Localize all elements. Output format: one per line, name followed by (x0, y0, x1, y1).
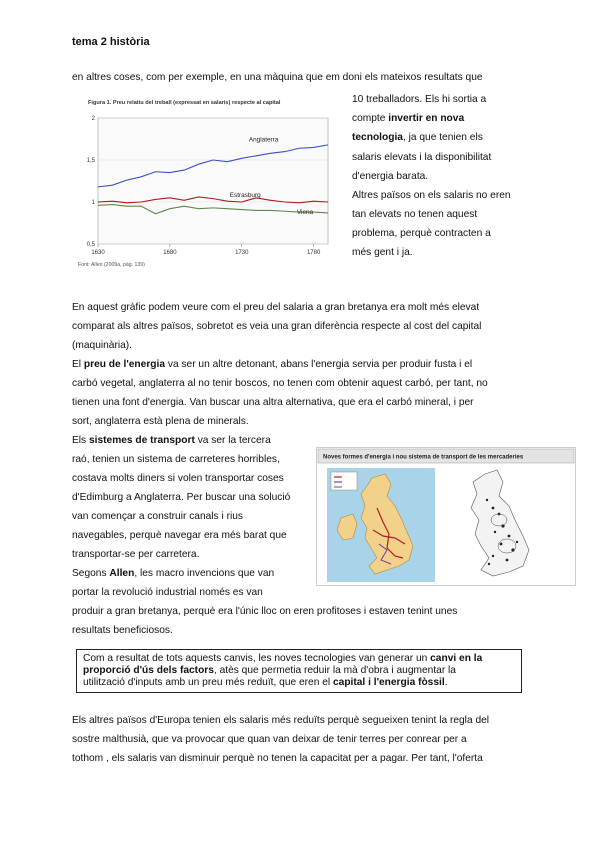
right-line-3: tecnologia, ja que tenien els (352, 132, 483, 143)
map-figure-title: Noves formes d'energia i nou sistema de transport de les mercaderies (323, 454, 524, 461)
chart-series-label: Viena (296, 208, 314, 216)
right-line-2: compte invertir en nova (352, 113, 465, 124)
p4-line-2: raó, tenien un sistema de carreteres horribles, (72, 454, 280, 465)
chart-source: Font: Allen (2009a, pàg. 139) (78, 262, 145, 268)
p4-line-7: transportar-se per carretera. (72, 549, 200, 560)
chart-xtick-label: 1730 (235, 250, 249, 256)
chart-xtick-label: 1630 (91, 250, 105, 256)
p4-line-11: resultats beneficiosos. (72, 625, 173, 636)
p4-line-10: produir a gran bretanya, perquè era l'únic lloc on eren profitoses i estaven tenint unes (72, 606, 458, 617)
p2-line-3: (maquinària). (72, 340, 133, 351)
p4-line-5: van començar a construir canals i rius (72, 511, 243, 522)
p2-line-2: comparat als altres països, sobretot es veia una gran diferència respecte al cost del capital (72, 321, 482, 332)
p5-line-2: sostre malthusià, que va provocar que quan van deixar de tenir terres per conrear per a (72, 734, 467, 745)
chart-series-label: Anglaterra (248, 136, 279, 144)
p5-line-3: tothom , els salaris van disminuir perquè no tenen la capacitat per a pagar. Per tant, l'oferta (72, 753, 483, 764)
p4-line-4: d'Edimburg a Anglaterra. Per buscar una solució (72, 492, 291, 503)
box-line-1: Com a resultat de tots aquests canvis, les noves tecnologies van generar un canvi en la (83, 653, 483, 664)
chart-xtick-label: 1780 (306, 250, 321, 256)
wage-chart (76, 96, 334, 268)
map-figure-graphic (317, 448, 575, 585)
right-line-6: Altres països on els salaris no eren (352, 190, 511, 201)
p4-line-1: Els sistemes de transport va ser la tercera (72, 435, 271, 446)
p3-line-1: El preu de l'energia va ser un altre detonant, abans l'energia servia per produir fusta i el (72, 359, 473, 370)
p3-line-2: carbó vegetal, anglaterra al no tenir boscos, no tenen com obtenir aquest carbó, per tant, no (72, 378, 488, 389)
p2-line-1: En aquest gràfic podem veure com el preu del salaria a gran bretanya era molt més elevat (72, 302, 480, 313)
right-line-8: problema, perquè contracten a (352, 228, 491, 239)
chart-plot-area (98, 118, 328, 244)
right-line-4: salaris elevats i la disponibilitat (352, 152, 492, 163)
right-line-5: d'energia barata. (352, 171, 429, 182)
right-line-7: tan elevats no tenen aquest (352, 209, 478, 220)
chart-ytick-label: 2 (91, 116, 95, 122)
p3-line-3: tienen una font d'energia. Van buscar una altra alternativa, que era el carbó mineral, i per (72, 397, 474, 408)
p4-line-6: navegables, perquè navegar era més barat que (72, 530, 287, 541)
britain-outline-bw (471, 470, 529, 576)
right-line-9: més gent i ja. (352, 247, 413, 258)
chart-ytick-label: 0,5 (86, 242, 95, 248)
chart-title: Figura 1. Preu relatiu del treball (expressat en salaris) respecte al capital (88, 100, 281, 106)
p4-line-3: costava molts diners si volen transportar coses (72, 473, 284, 484)
p3-line-4: sort, anglaterra està plena de minerals. (72, 416, 249, 427)
p4-line-9: portar la revolució industrial només es van (72, 587, 263, 598)
box-line-2: proporció d'ús dels factors, atès que permetia reduir la mà d'obra i augmentar la (83, 665, 456, 676)
right-line-1: 10 treballadors. Els hi sortia a (352, 94, 487, 105)
chart-series-label: Estrasburg (229, 191, 261, 199)
p4-line-8: Segons Allen, les macro invencions que van (72, 568, 275, 579)
chart-xtick-label: 1680 (163, 250, 177, 256)
p5-line-1: Els altres països d'Europa tenien els salaris més reduïts perquè segueixen tenint la regla del (72, 715, 490, 726)
page-title: tema 2 història (72, 36, 150, 48)
box-line-3: utilització d'inputs amb un preu més reduït, que eren el capital i l'energia fòssil. (83, 677, 448, 688)
map-figure (316, 447, 576, 586)
chart-ytick-label: 1,5 (86, 158, 95, 164)
intro-line: en altres coses, com per exemple, en una màquina que em doni els mateixos resultats que (72, 72, 483, 83)
summary-box (76, 649, 522, 693)
chart-ytick-label: 1 (91, 200, 95, 206)
